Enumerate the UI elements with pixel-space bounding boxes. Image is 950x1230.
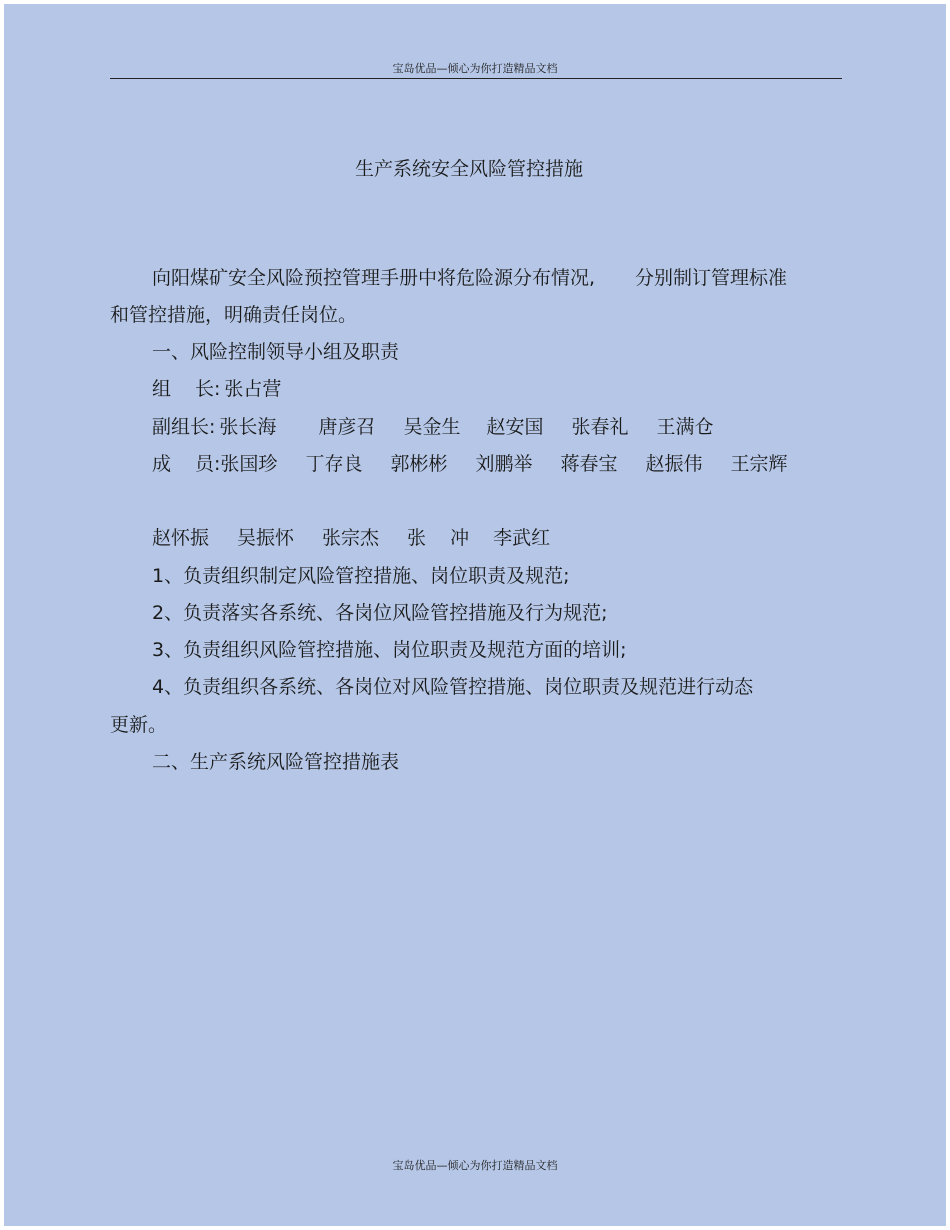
header-rule — [110, 78, 842, 79]
leader-row — [152, 377, 281, 401]
page-header: 宝岛优品—倾心为你打造精品文档 — [392, 62, 558, 75]
duty-item-4: 4、负责组织各系统、各岗位对风险管控措施、岗位职责及规范进行动态 — [152, 676, 754, 698]
member-name: 王宗辉 — [730, 453, 788, 475]
duty-item-3: 3、负责组织风险管控措施、岗位职责及规范方面的培训; — [152, 639, 627, 661]
members-row-2 — [152, 526, 550, 550]
member-name: 张 — [407, 527, 427, 549]
deputy-name: 张长海 — [219, 416, 277, 438]
duty-item-4-continued: 更新。 — [110, 714, 168, 736]
duty-item-2: 2、负责落实各系统、各岗位风险管控措施及行为规范; — [152, 602, 608, 624]
deputy-name: 吴金生 — [403, 416, 461, 438]
member-name: 蒋春宝 — [560, 453, 618, 475]
member-name: 冲 — [450, 527, 470, 549]
member-name: 李武红 — [493, 527, 551, 549]
intro-line-1 — [152, 266, 787, 290]
page-footer: 宝岛优品—倾心为你打造精品文档 — [392, 1159, 558, 1172]
members-row-1 — [152, 452, 788, 476]
intro-text-1a: 向阳煤矿安全风险预控管理手册中将危险源分布情况, — [152, 267, 596, 289]
deputy-label: 副组长: — [152, 416, 216, 438]
document-title: 生产系统安全风险管控措施 — [354, 158, 583, 180]
intro-line-2: 和管控措施，明确责任岗位。 — [110, 304, 358, 326]
section1-heading: 一、风险控制领导小组及职责 — [152, 341, 400, 363]
leader-label-b: 长: — [195, 378, 221, 400]
leader-label-a: 组 — [152, 378, 172, 400]
section2-heading: 二、生产系统风险管控措施表 — [152, 751, 400, 773]
deputy-name: 唐彦召 — [318, 416, 376, 438]
member-name: 丁存良 — [305, 453, 363, 475]
deputy-name: 张春礼 — [571, 416, 629, 438]
deputy-row — [152, 415, 714, 439]
member-name: 张宗杰 — [322, 527, 380, 549]
member-name: 赵振伟 — [645, 453, 703, 475]
member-label-b: 员: — [195, 453, 221, 475]
member-name: 郭彬彬 — [390, 453, 448, 475]
duty-item-1: 1、负责组织制定风险管控措施、岗位职责及规范; — [152, 565, 570, 587]
member-name: 吴振怀 — [237, 527, 295, 549]
deputy-name: 赵安国 — [486, 416, 544, 438]
member-name: 赵怀振 — [152, 527, 210, 549]
intro-text-1b: 分别制订管理标准 — [635, 267, 788, 289]
deputy-name: 王满仓 — [656, 416, 714, 438]
member-name: 张国珍 — [220, 453, 278, 475]
member-label-a: 成 — [152, 453, 172, 475]
leader-name: 张占营 — [224, 378, 282, 400]
document-page — [4, 4, 946, 1226]
member-name: 刘鹏举 — [475, 453, 533, 475]
